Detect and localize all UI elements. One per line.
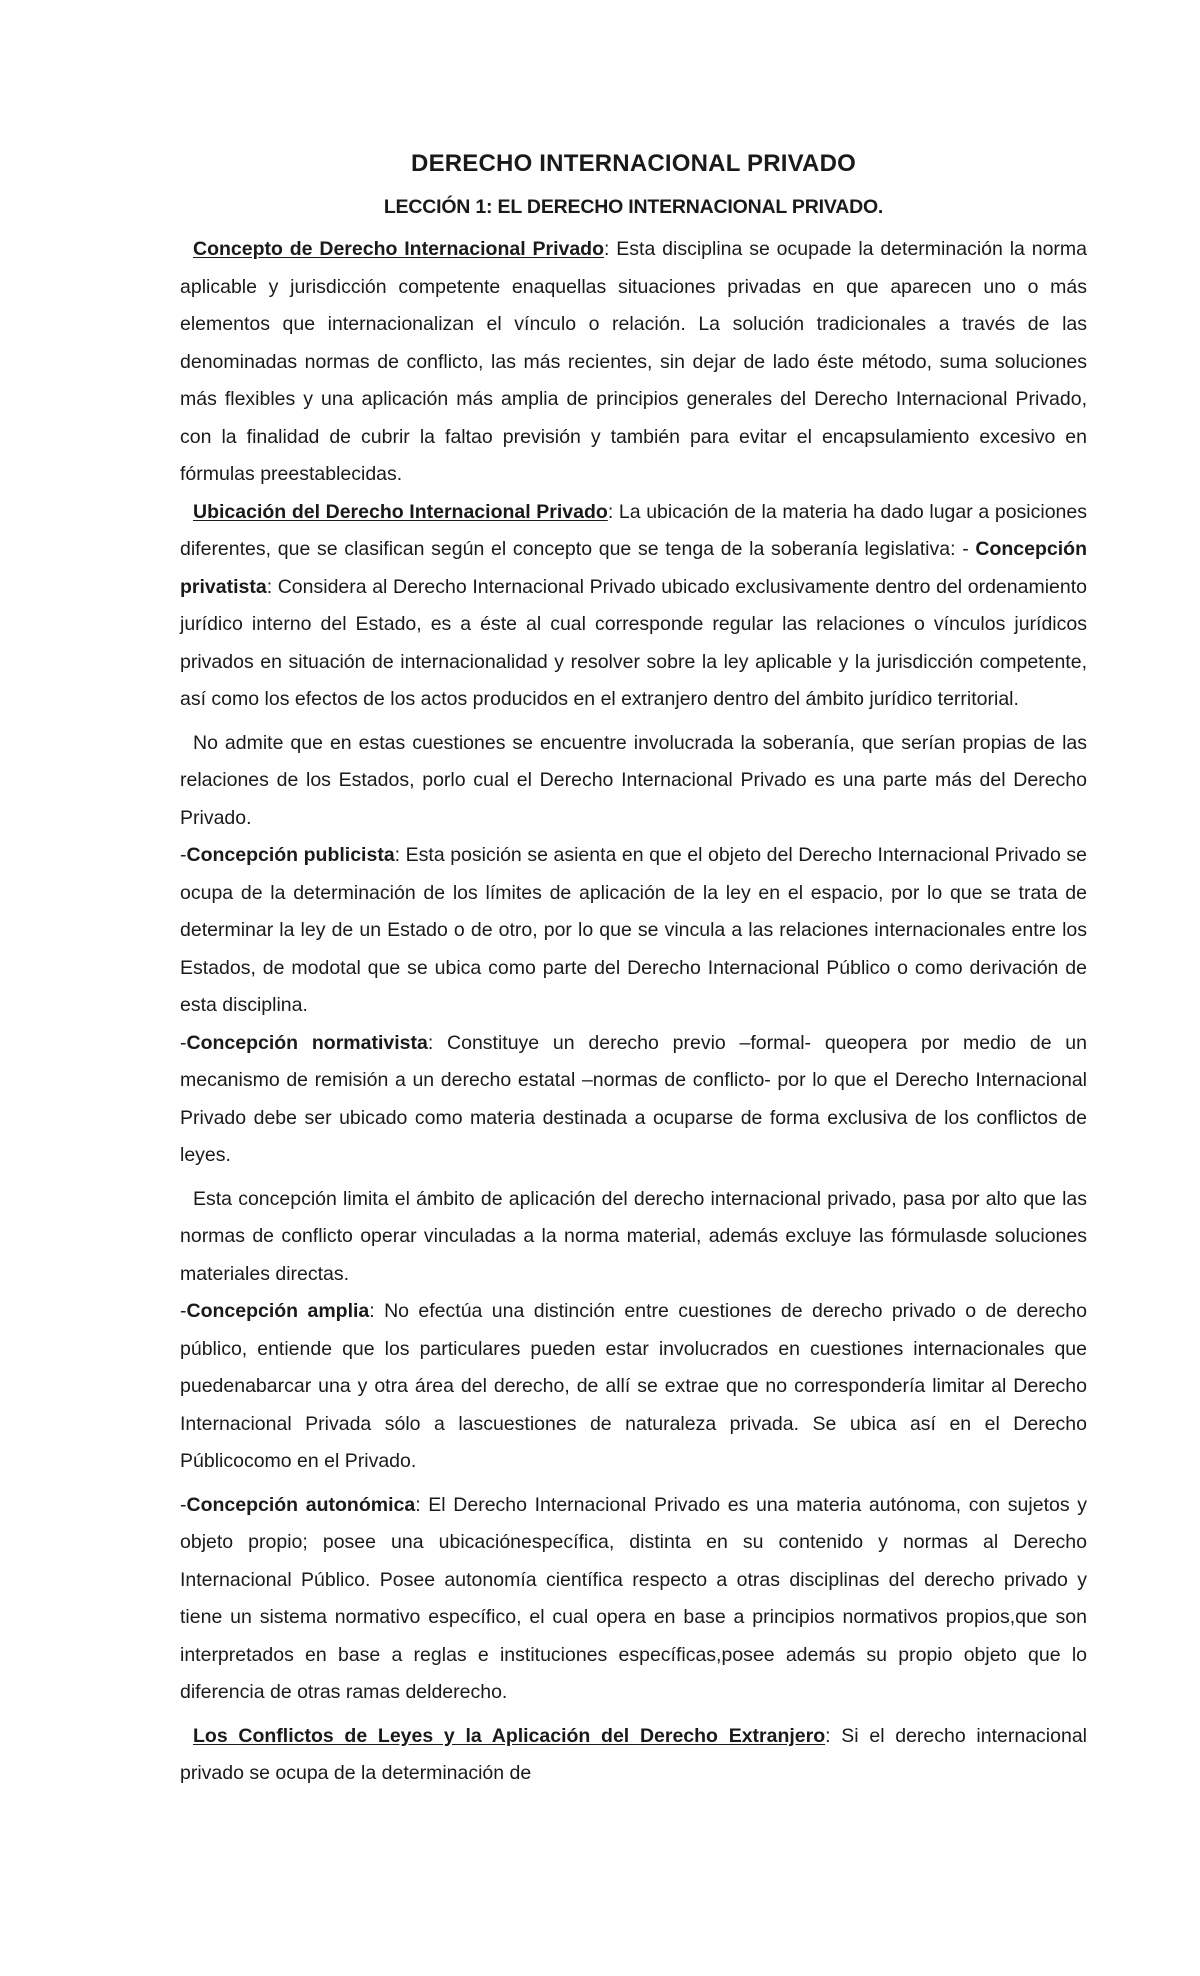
section-heading-concepto: Concepto de Derecho Internacional Privado: [193, 238, 604, 260]
paragraph-text: : Constituye un derecho previo –formal- queopera por medio de un mecanismo de remisión a un derecho estatal –normas de conflicto- por lo que el Derecho Internacional Privado debe ser ubicado como materia destinada a ocuparse de forma exclusiva de los conflictos de leyes.: [180, 1031, 1088, 1166]
lesson-title: LECCIÓN 1: EL DERECHO INTERNACIONAL PRIVADO.: [383, 196, 884, 218]
paragraph-no-admite: [180, 725, 1087, 838]
list-dash: -: [180, 844, 187, 866]
document-title: DERECHO INTERNACIONAL PRIVADO: [411, 150, 856, 177]
paragraph-conflictos: [180, 1718, 1087, 1793]
paragraph-text: : Considera al Derecho Internacional Privado ubicado exclusivamente dentro del ordenamiento jurídico interno del Estado, es a éste al cual corresponde regular las relaciones o vínculos jurídicos privados en situación de internacionalidad y resolver sobre la ley aplicable y la jurisdicción competente, así como los efectos de los actos producidos en el extranjero dentro del ámbito jurídico territorial.: [180, 575, 1087, 710]
paragraph-text: : El Derecho Internacional Privado es una materia autónoma, con sujetos y objeto propio; posee una ubicaciónespecífica, distinta en su contenido y normas al Derecho Internacional Público. Posee autonomía científica respecto a otras disciplinas del derecho privado y tiene un sistema normativo específico, el cual opera en base a principios normativos propios,que son interpretados en base a reglas e instituciones específicas,posee además su propio objeto que lo diferencia de otras ramas delderecho.: [180, 1493, 1087, 1703]
term-concepcion-privatista: Concepción privatista: [180, 538, 1087, 598]
paragraph-esta-concepcion: [180, 1181, 1087, 1294]
section-heading-conflictos: Los Conflictos de Leyes y la Aplicación del Derecho Extranjero: [193, 1724, 826, 1747]
term-concepcion-normativista: Concepción normativista: [186, 1031, 428, 1054]
paragraph-text: : La ubicación de la materia ha dado lugar a posiciones diferentes, que se clasifican según el concepto que se tenga de la soberanía legislativa: -: [180, 500, 1087, 560]
paragraph-amplia: [180, 1293, 1087, 1481]
paragraph-autonomica: [180, 1487, 1087, 1712]
term-concepcion-amplia: Concepción amplia: [186, 1300, 370, 1322]
paragraph-text: : Esta disciplina se ocupade la determinación la norma aplicable y jurisdicción competente enaquellas situaciones privadas en que aparecen uno o más elementos que internacionalizan el vínculo o relación. La solución tradicionales a través de las denominadas normas de conflicto, las más recientes, sin dejar de lado éste método, suma soluciones más flexibles y una aplicación más amplia de principios generales del Derecho Internacional Privado, con la finalidad de cubrir la faltao previsión y también para evitar el encapsulamiento excesivo en fórmulas preestablecidas.: [180, 238, 1087, 485]
section-heading-ubicacion: Ubicación del Derecho Internacional Privado: [193, 500, 608, 523]
paragraph-text: : No efectúa una distinción entre cuestiones de derecho privado o de derecho público, entiende que los particulares pueden estar involucrados en cuestiones internacionales que puedenabarcar una y otra área del derecho, de allí se extrae que no correspondería limitar al Derecho Internacional Privada sólo a lascuestiones de naturaleza privada. Se ubica así en el Derecho Públicocomo en el Privado.: [180, 1300, 1087, 1472]
paragraph-text: : Esta posición se asienta en que el objeto del Derecho Internacional Privado se ocupa de la determinación de los límites de aplicación de la ley en el espacio, por lo que se trata de determinar la ley de un Estado o de otro, por lo que se vincula a las relaciones internacionales entre los Estados, de modotal que se ubica como parte del Derecho Internacional Público o como derivación de esta disciplina.: [180, 844, 1087, 1016]
list-dash: -: [180, 1493, 187, 1516]
term-concepcion-autonomica: Concepción autonómica: [186, 1493, 416, 1516]
paragraph-normativista: [180, 1025, 1087, 1175]
paragraph-concepto: [180, 231, 1087, 494]
paragraph-text: Esta concepción limita el ámbito de aplicación del derecho internacional privado, pasa por alto que las normas de conflicto operar vinculadas a la norma material, además excluye las fórmulasde soluciones materiales directas.: [180, 1187, 1087, 1285]
paragraph-ubicacion: [180, 494, 1087, 719]
paragraph-publicista: [180, 837, 1087, 1025]
term-concepcion-publicista: Concepción publicista: [186, 844, 395, 866]
list-dash: -: [180, 1031, 187, 1054]
paragraph-text: : Si el derecho internacional privado se ocupa de la determinación de: [180, 1724, 1087, 1784]
list-dash: -: [180, 1300, 187, 1322]
paragraph-text: No admite que en estas cuestiones se encuentre involucrada la soberanía, que serían propias de las relaciones de los Estados, porlo cual el Derecho Internacional Privado es una parte más del Derecho Privado.: [180, 731, 1087, 829]
